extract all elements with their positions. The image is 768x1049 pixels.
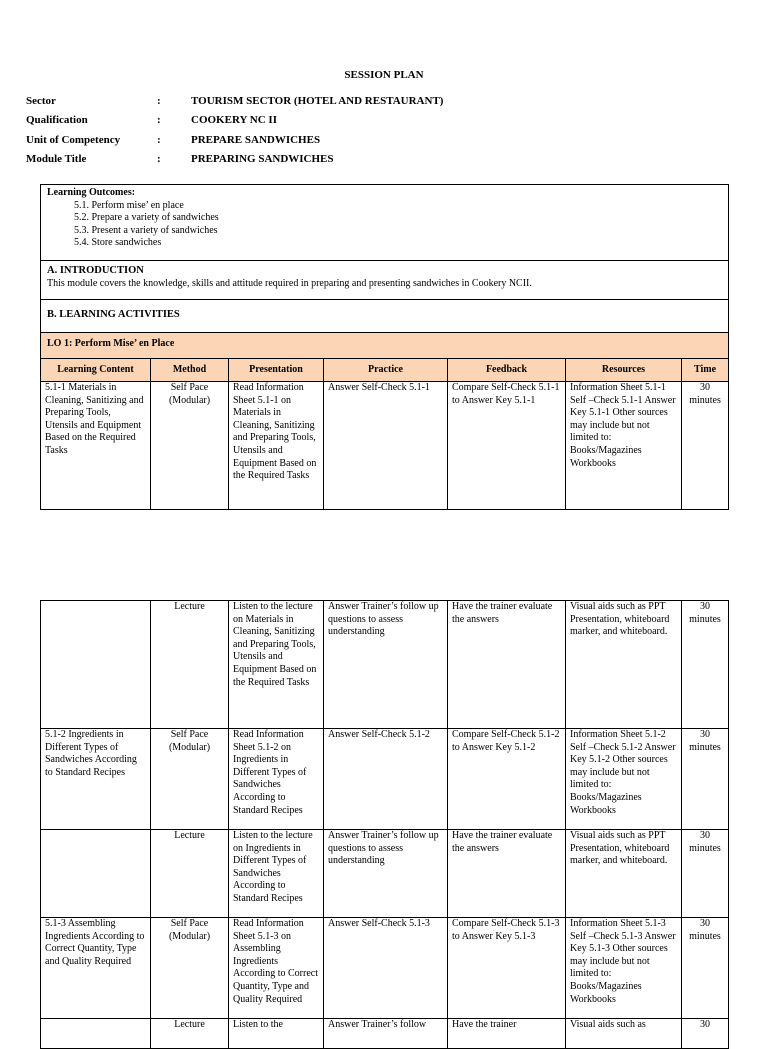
resources-cell: Information Sheet 5.1-2 Self –Check 5.1-2 Answer Key 5.1-2 Other sources may include but not limited to: Books/Magazines Workbooks [566,729,682,830]
info-separator: : [157,114,161,127]
learning-activities-title: B. LEARNING ACTIVITIES [47,309,180,320]
resources-cell: Information Sheet 5.1-1 Self –Check 5.1-1 Answer Key 5.1-1 Other sources may include but not limited to: Books/Magazines Workbooks [566,382,682,510]
presentation-cell: Read Information Sheet 5.1-2 on Ingredients in Different Types of Sandwiches According to Standard Recipes [229,729,324,830]
method-cell: Lecture [151,601,229,729]
introduction-text: This module covers the knowledge, skills and attitude required in preparing and presenting sandwiches in Cookery NCII. [47,277,532,289]
practice-cell: Answer Self-Check 5.1-2 [324,729,448,830]
info-label: Module Title [26,152,87,165]
table-row [41,382,729,510]
time-cell: 30 [682,1019,729,1049]
method-cell: Self Pace (Modular) [151,729,229,830]
info-separator: : [157,152,161,165]
practice-cell: Answer Self-Check 5.1-3 [324,918,448,1019]
column-header: Practice [324,359,448,382]
info-label: Unit of Competency [26,133,121,146]
method-cell: Self Pace (Modular) [151,918,229,1019]
feedback-cell: Have the trainer evaluate the answers [448,830,566,918]
presentation-cell: Listen to the [229,1019,324,1049]
document-title: SESSION PLAN [344,69,424,81]
resources-cell: Visual aids such as PPT Presentation, whiteboard marker, and whiteboard. [566,830,682,918]
lo1-heading: LO 1: Perform Mise’ en Place [41,333,729,359]
resources-cell: Visual aids such as PPT Presentation, whiteboard marker, and whiteboard. [566,601,682,729]
learning-outcome-item: 5.4. Store sandwiches [74,237,162,249]
feedback-cell: Have the trainer [448,1019,566,1049]
practice-cell: Answer Self-Check 5.1-1 [324,382,448,510]
method-cell: Self Pace (Modular) [151,382,229,510]
table-row [41,729,729,830]
learning-content-cell: 5.1-1 Materials in Cleaning, Sanitizing and Preparing Tools, Utensils and Equipment Based on the Required Tasks [41,382,151,510]
time-cell: 30 minutes [682,601,729,729]
table-row [41,1019,729,1049]
feedback-cell: Compare Self-Check 5.1-1 to Answer Key 5.1-1 [448,382,566,510]
info-value: TOURISM SECTOR (HOTEL AND RESTAURANT) [191,95,444,107]
learning-content-cell [41,1019,151,1049]
feedback-cell: Compare Self-Check 5.1-3 to Answer Key 5.1-3 [448,918,566,1019]
practice-cell: Answer Trainer’s follow [324,1019,448,1049]
learning-outcome-item: 5.3. Present a variety of sandwiches [74,224,218,236]
introduction-cell [41,261,729,300]
method-cell: Lecture [151,1019,229,1049]
table-header-row [41,359,729,382]
time-cell: 30 minutes [682,830,729,918]
session-table-page1 [40,184,729,510]
column-header: Presentation [229,359,324,382]
info-label: Sector [26,95,56,107]
column-header: Resources [566,359,682,382]
feedback-cell: Have the trainer evaluate the answers [448,601,566,729]
presentation-cell: Listen to the lecture on Ingredients in Different Types of Sandwiches According to Standard Recipes [229,830,324,918]
info-value: COOKERY NC II [191,114,277,127]
learning-outcomes-cell [41,185,729,261]
presentation-cell: Listen to the lecture on Materials in Cleaning, Sanitizing and Preparing Tools, Utensils and Equipment Based on the Required Tasks [229,601,324,729]
learning-outcome-item: 5.1. Perform mise’ en place [74,199,184,211]
resources-cell: Visual aids such as [566,1019,682,1049]
info-value: PREPARING SANDWICHES [191,152,334,165]
info-label: Qualification [26,114,88,127]
info-separator: : [157,133,161,146]
introduction-title: A. INTRODUCTION [47,265,144,276]
column-header: Method [151,359,229,382]
practice-cell: Answer Trainer’s follow up questions to assess understanding [324,830,448,918]
column-header: Learning Content [41,359,151,382]
time-cell: 30 minutes [682,729,729,830]
resources-cell: Information Sheet 5.1-3 Self –Check 5.1-3 Answer Key 5.1-3 Other sources may include but not limited to: Books/Magazines Workbooks [566,918,682,1019]
info-value: PREPARE SANDWICHES [191,133,321,146]
practice-cell: Answer Trainer’s follow up questions to assess understanding [324,601,448,729]
learning-outcomes-heading: Learning Outcomes: [47,187,136,198]
column-header: Feedback [448,359,566,382]
time-cell: 30 minutes [682,382,729,510]
feedback-cell: Compare Self-Check 5.1-2 to Answer Key 5.1-2 [448,729,566,830]
column-header: Time [682,359,729,382]
learning-content-cell [41,601,151,729]
presentation-cell: Read Information Sheet 5.1-1 on Materials in Cleaning, Sanitizing and Preparing Tools, Utensils and Equipment Based on the Required Tasks [229,382,324,510]
info-separator: : [157,95,161,107]
session-table-page2 [40,600,729,1049]
method-cell: Lecture [151,830,229,918]
learning-content-cell: 5.1-2 Ingredients in Different Types of Sandwiches According to Standard Recipes [41,729,151,830]
table-row [41,601,729,729]
presentation-cell: Read Information Sheet 5.1-3 on Assembling Ingredients According to Correct Quantity, Type and Quality Required [229,918,324,1019]
learning-content-cell [41,830,151,918]
table-row [41,830,729,918]
time-cell: 30 minutes [682,918,729,1019]
learning-activities-cell [41,300,729,333]
table-row [41,918,729,1019]
learning-outcome-item: 5.2. Prepare a variety of sandwiches [74,212,219,224]
learning-content-cell: 5.1-3 Assembling Ingredients According to Correct Quantity, Type and Quality Required [41,918,151,1019]
